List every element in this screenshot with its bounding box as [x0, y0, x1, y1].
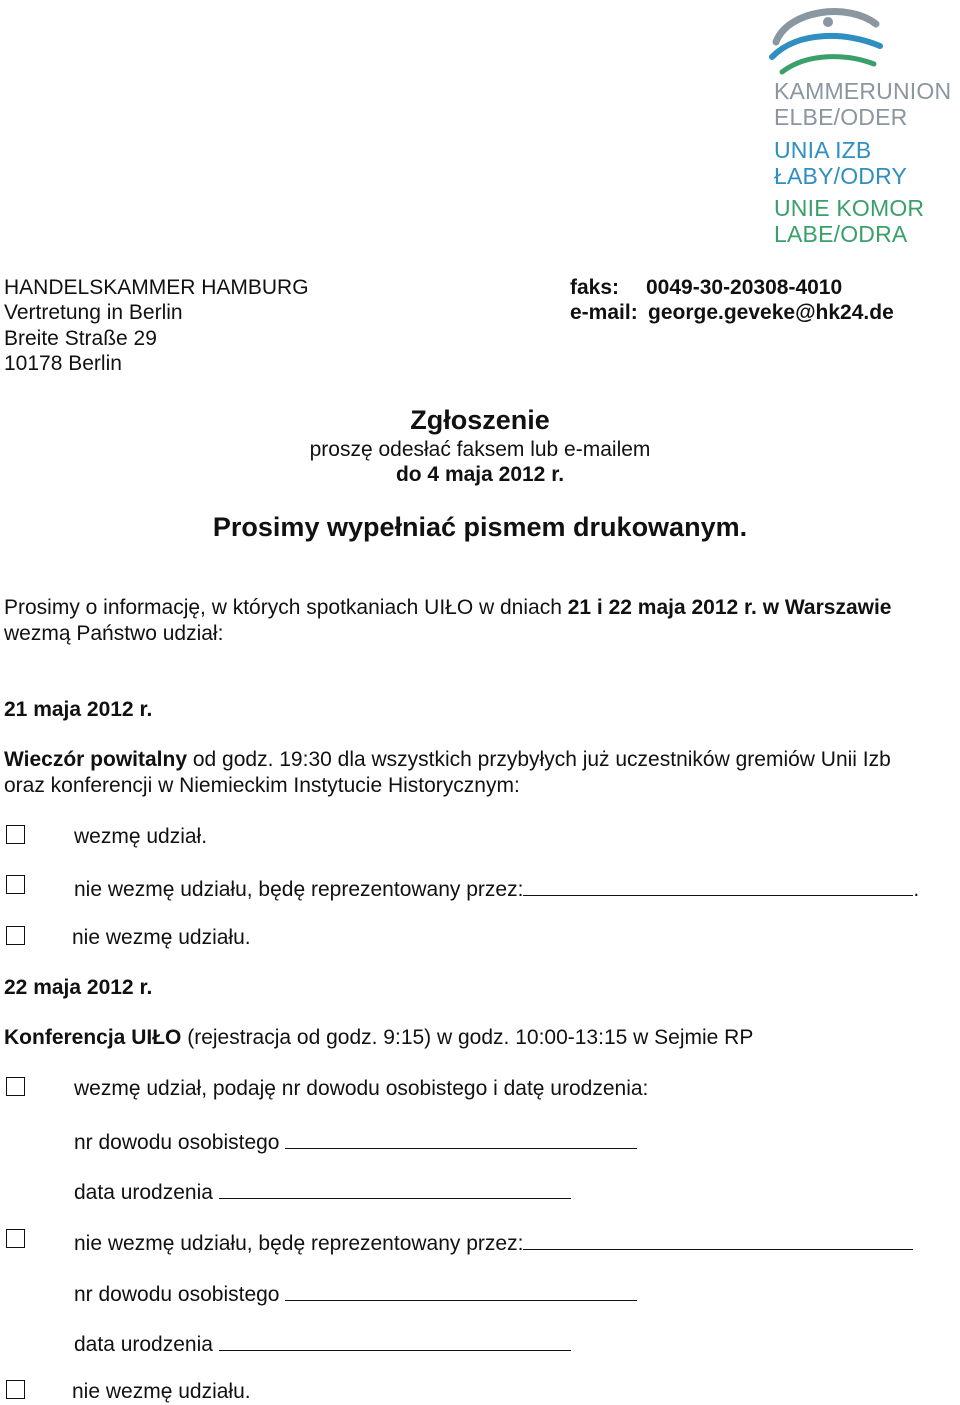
day2-decline-label: nie wezmę udziału.	[72, 1380, 251, 1403]
logo-line-kammerunion: KAMMERUNION	[774, 78, 952, 104]
logo-swirl-graphic	[768, 2, 888, 80]
day2-birth-label: data urodzenia	[74, 1181, 213, 1204]
form-instruction: Prosimy wypełniać pismem drukowanym.	[212, 512, 748, 542]
day2-id-label: nr dowodu osobistego	[74, 1131, 280, 1154]
day2-event-desc: (rejestracja od godz. 9:15) w godz. 10:00-13:15 w Sejmie RP	[181, 1026, 754, 1049]
day1-attend-checkbox[interactable]	[6, 825, 25, 844]
day2-represented-row	[74, 1228, 913, 1256]
day2-decline-checkbox[interactable]	[6, 1380, 25, 1399]
day2-date: 22 maja 2012 r.	[4, 976, 153, 999]
logo-line-unie-komor: UNIE KOMOR	[774, 195, 925, 221]
day2-represented-checkbox[interactable]	[6, 1229, 25, 1248]
sender-line-3: Breite Straße 29	[4, 327, 157, 350]
day2-event-line	[4, 1025, 753, 1050]
day2-rep-id-field[interactable]	[285, 1279, 637, 1301]
day2-birth-row	[74, 1177, 571, 1205]
day2-id-field[interactable]	[285, 1127, 637, 1149]
day1-representative-field[interactable]	[523, 874, 913, 896]
form-subtitle: proszę odesłać faksem lub e-mailem	[309, 438, 651, 461]
day2-id-row	[74, 1127, 637, 1155]
form-title: Zgłoszenie	[410, 405, 550, 435]
day1-date: 21 maja 2012 r.	[4, 698, 153, 721]
day1-represented-period: .	[913, 878, 920, 901]
email-label: e-mail:	[570, 301, 638, 324]
intro-text: Prosimy o informację, w których spotkaniach UIŁO w dniach	[4, 596, 568, 619]
intro-line-2: wezmą Państwo udział:	[4, 622, 224, 645]
day2-attend-label: wezmę udział, podaję nr dowodu osobistego i datę urodzenia:	[74, 1077, 649, 1100]
sender-line-1: HANDELSKAMMER HAMBURG	[4, 276, 309, 299]
day2-rep-id-label: nr dowodu osobistego	[74, 1283, 280, 1306]
sender-line-2: Vertretung in Berlin	[4, 301, 183, 324]
day2-event-name: Konferencja UIŁO	[4, 1026, 182, 1049]
fax-label: faks:	[570, 276, 620, 299]
logo-line-laby-odry: ŁABY/ODRY	[774, 163, 908, 189]
day1-event-name: Wieczór powitalny	[4, 748, 188, 771]
day2-rep-birth-label: data urodzenia	[74, 1333, 213, 1356]
day2-rep-id-row	[74, 1279, 637, 1307]
intro-line-1	[4, 595, 891, 620]
fax-value: 0049-30-20308-4010	[646, 276, 843, 299]
day1-represented-row	[74, 874, 919, 902]
day1-decline-label: nie wezmę udziału.	[72, 926, 251, 949]
logo-line-unia-izb: UNIA IZB	[774, 137, 872, 163]
form-deadline: do 4 maja 2012 r.	[395, 463, 565, 486]
day1-event-line-2: oraz konferencji w Niemieckim Instytucie Historycznym:	[4, 774, 520, 797]
day1-decline-checkbox[interactable]	[6, 926, 25, 945]
day2-birth-field[interactable]	[219, 1177, 571, 1199]
sender-line-4: 10178 Berlin	[4, 352, 122, 375]
day2-representative-field[interactable]	[523, 1228, 913, 1250]
day1-represented-checkbox[interactable]	[6, 875, 25, 894]
day1-represented-label: nie wezmę udziału, będę reprezentowany przez:	[74, 878, 524, 901]
day2-rep-birth-field[interactable]	[219, 1329, 571, 1351]
intro-dates: 21 i 22 maja 2012 r. w Warszawie	[567, 596, 892, 619]
email-value: george.geveke@hk24.de	[648, 301, 894, 324]
day1-attend-label: wezmę udział.	[74, 825, 208, 848]
day2-represented-label: nie wezmę udziału, będę reprezentowany przez:	[74, 1232, 524, 1255]
logo-line-elbe-oder: ELBE/ODER	[774, 104, 908, 130]
day2-attend-checkbox[interactable]	[6, 1077, 25, 1096]
logo-line-labe-odra: LABE/ODRA	[774, 221, 908, 247]
day2-rep-birth-row	[74, 1329, 571, 1357]
day1-event-desc: od godz. 19:30 dla wszystkich przybyłych już uczestników gremiów Unii Izb	[187, 748, 891, 771]
day1-event-line-1	[4, 747, 891, 772]
